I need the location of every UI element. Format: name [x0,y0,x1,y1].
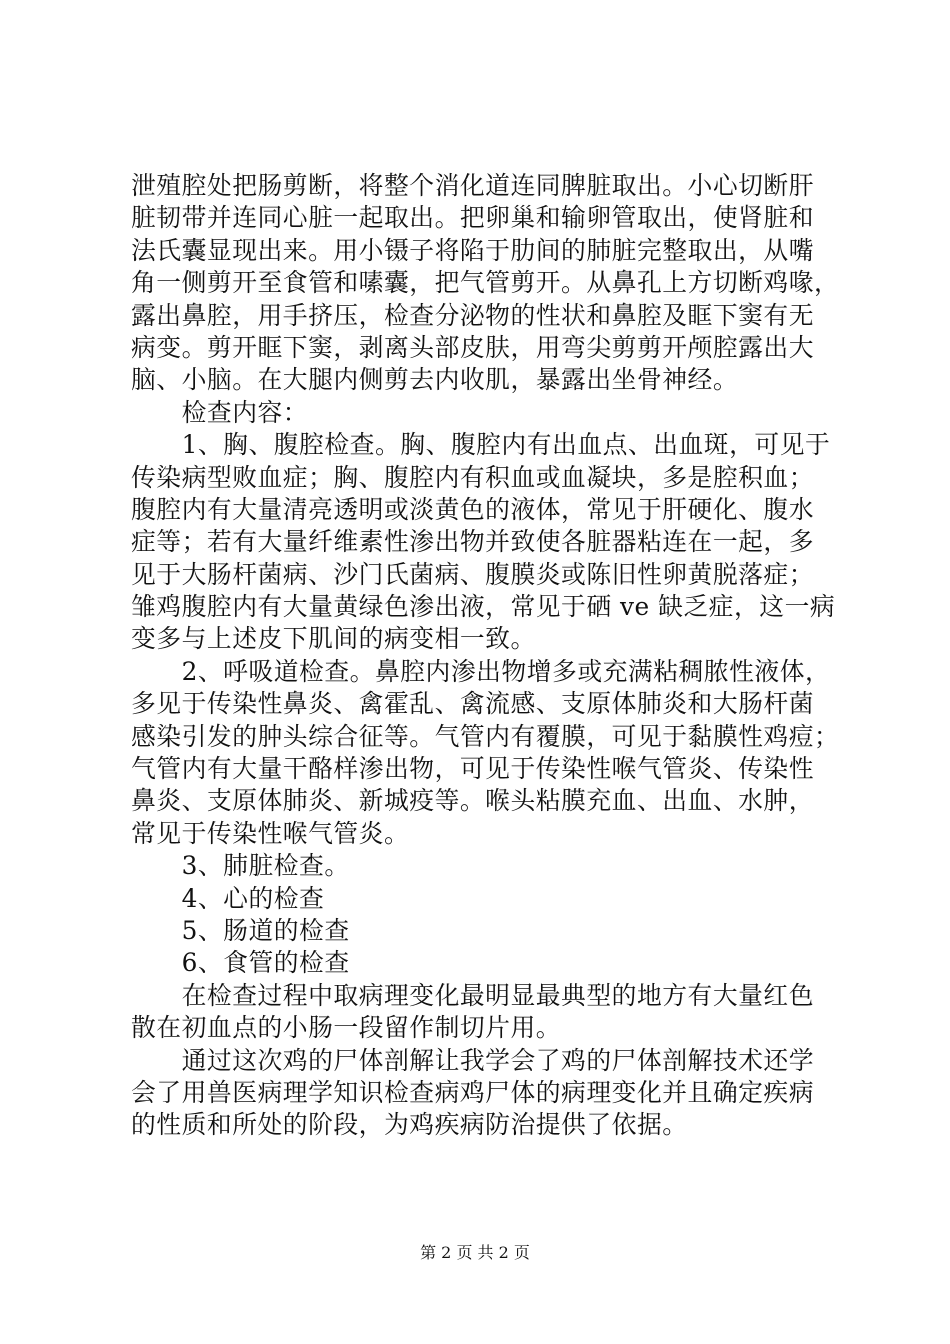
text-line: 会了用兽医病理学知识检查病鸡尸体的病理变化并且确定疾病 [131,1077,815,1107]
document-body [131,170,843,1142]
text-line: 角一侧剪开至食管和嗉囊，把气管剪开。从鼻孔上方切断鸡喙， [131,268,840,298]
text-line: 在检查过程中取病理变化最明显最典型的地方有大量红色 [131,980,815,1010]
text-line: 检查内容： [131,397,309,427]
text-line: 常见于传染性喉气管炎。 [131,818,410,848]
text-line: 露出鼻腔，用手挤压，检查分泌物的性状和鼻腔及眶下窦有无 [131,300,815,330]
text-line: 通过这次鸡的尸体剖解让我学会了鸡的尸体剖解技术还学 [131,1045,815,1075]
text-line: 3、肺脏检查。 [131,851,350,881]
text-line: 见于大肠杆菌病、沙门氏菌病、腹膜炎或陈旧性卵黄脱落症； [131,559,815,589]
text-line: 病变。剪开眶下窦，剥离头部皮肤，用弯尖剪剪开颅腔露出大 [131,332,815,362]
text-line: 脏韧带并连同心脏一起取出。把卵巢和输卵管取出，使肾脏和 [131,203,815,233]
text-line: 气管内有大量干酪样渗出物，可见于传染性喉气管炎、传染性 [131,754,815,784]
page-footer: 第 2 页 共 2 页 [420,1243,530,1262]
text-line: 的性质和所处的阶段，为鸡疾病防治提供了依据。 [131,1110,688,1140]
text-line: 散在初血点的小肠一段留作制切片用。 [131,1013,562,1043]
text-line: 1、胸、腹腔检查。胸、腹腔内有出血点、出血斑，可见于 [131,430,831,460]
text-line: 腹腔内有大量清亮透明或淡黄色的液体，常见于肝硬化、腹水 [131,494,815,524]
text-line: 症等；若有大量纤维素性渗出物并致使各脏器粘连在一起，多 [131,527,815,557]
text-line: 雏鸡腹腔内有大量黄绿色渗出液，常见于硒 ve 缺乏症，这一病 [131,592,836,622]
text-line: 6、食管的检查 [131,948,350,978]
text-line: 多见于传染性鼻炎、禽霍乱、禽流感、支原体肺炎和大肠杆菌 [131,689,815,719]
text-line: 5、肠道的检查 [131,915,350,945]
text-line: 2、呼吸道检查。鼻腔内渗出物增多或充满粘稠脓性液体， [131,656,831,686]
text-line: 鼻炎、支原体肺炎、新城疫等。喉头粘膜充血、出血、水肿， [131,786,815,816]
text-line: 泄殖腔处把肠剪断，将整个消化道连同脾脏取出。小心切断肝 [131,171,815,200]
text-line: 变多与上述皮下肌间的病变相一致。 [131,624,536,654]
text-line: 感染引发的肿头综合征等。气管内有覆膜，可见于黏膜性鸡痘； [131,721,840,751]
text-line: 法氏囊显现出来。用小镊子将陷于肋间的肺脏完整取出，从嘴 [131,235,815,265]
text-line: 脑、小脑。在大腿内侧剪去内收肌，暴露出坐骨神经。 [131,365,739,395]
text-line: 传染病型败血症；胸、腹腔内有积血或血凝块，多是腔积血； [131,462,815,492]
text-line: 4、心的检查 [131,883,325,913]
